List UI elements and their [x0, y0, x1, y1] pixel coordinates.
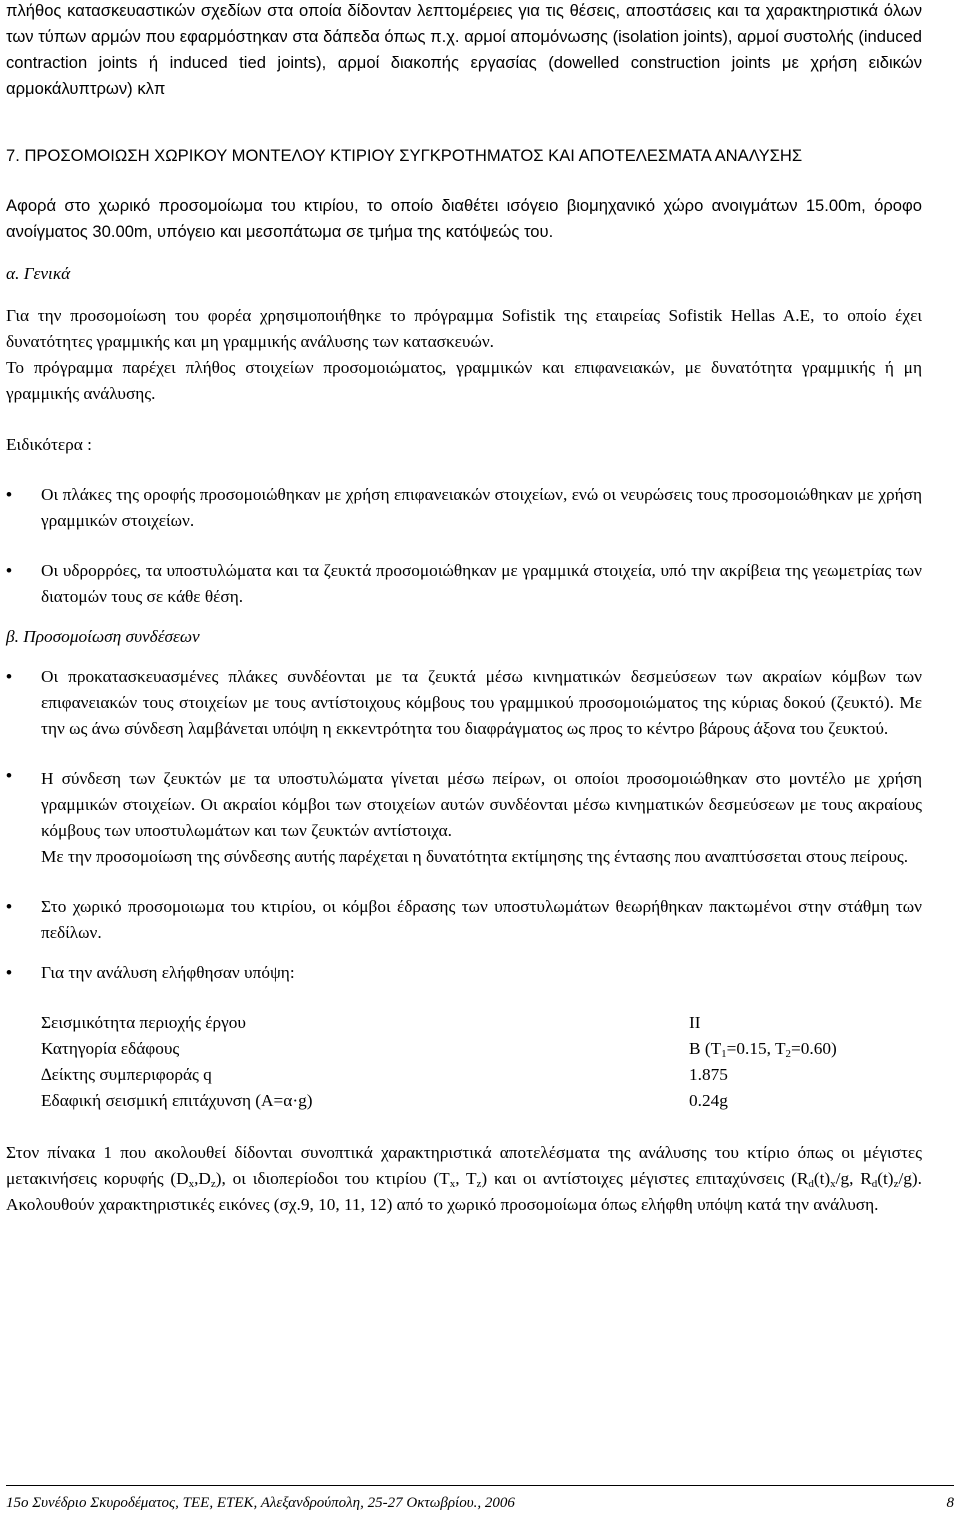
- list-item: • Στο χωρικό προσομοιωμα του κτιρίου, οι κόμβοι έδρασης των υποστυλωμάτων θεωρήθηκαν πακτωμένοι στην στάθμη των πεδίλων.: [6, 894, 922, 946]
- general-paragraph-2: Το πρόγραμμα παρέχει πλήθος στοιχείων προσομοιώματος, γραμμικών και επιφανειακών, με δυνατότητα γραμμικής ή μη γραμμικής ανάλυσης.: [6, 358, 922, 403]
- param-row: [41, 1088, 922, 1114]
- param-value: B ($T_1=0.15$, $T_2=0.60$): [689, 1039, 837, 1060]
- specific-label: Ειδικότερα :: [6, 435, 92, 454]
- param-row: [41, 1062, 922, 1088]
- param-value: 0.24g: [689, 1091, 728, 1110]
- page-number: 8: [946, 1495, 954, 1511]
- param-label: ∆είκτης συμπεριφοράς q: [41, 1065, 212, 1084]
- list-item: [6, 766, 922, 870]
- param-label: Κατηγορία εδάφους: [41, 1039, 180, 1058]
- param-value: 1.875: [689, 1065, 728, 1084]
- footer-divider: [6, 1485, 954, 1486]
- param-row: [41, 1036, 922, 1062]
- param-label: Σεισμικότητα περιοχής έργου: [41, 1013, 246, 1032]
- connections-subheading: β. Προσομοίωση συνδέσεων: [6, 627, 200, 646]
- list-item: • Οι πλάκες της οροφής προσομοιώθηκαν με χρήση επιφανειακών στοιχείων, ενώ οι νευρώσεις τους προσομοιώθηκαν με χρήση γραμμικών στοιχείων.: [6, 482, 922, 534]
- intro-paragraph: πλήθος κατασκευαστικών σχεδίων στα οποία δίδονταν λεπτομέρειες για τις θέσεις, αποστάσεις και τα χαρακτηριστικά όλων των τύπων αρμών που εφαρμόστηκαν στα δάπεδα όπως π.χ. αρμοί απομόνωσης (isolation joints), αρμοί συστολής (induced contraction joints ή induced tied joints), αρμοί διακοπής εργασίας (dowelled construction joints με χρήση ειδικών αρμοκάλυπτρων) κλπ: [6, 1, 922, 98]
- closing-paragraph: Στον πίνακα 1 που ακολουθεί δίδονται συνοπτικά χαρακτηριστικά αποτελέσματα της ανάλυσης του κτίριο όπως οι μέγιστες μετακινήσεις κορυφής $(D_x,D_z)$, οι ιδιοπερίοδοι του κτιρίου ($T_x$, $T_z$) και οι αντίστοιχες μέγιστες επιταχύνσεις ($R_d(t)_x/g$, $R_d(t)_z/g$). Ακολουθούν χαρακτηριστικές εικόνες (σχ.9, 10, 11, 12) από το χωρικό προσομοίωμα όπως ελήφθη υπόψη κατά την ανάλυση.: [6, 1143, 922, 1214]
- param-value: II: [689, 1013, 701, 1032]
- section-7-heading: 7. ΠΡΟΣΟΜΟΙΩΣΗ ΧΩΡΙΚΟΥ ΜΟΝΤΕΛΟΥ ΚΤΙΡΙΟΥ ΣΥΓΚΡΟΤΗΜΑΤΟΣ ΚΑΙ ΑΠΟΤΕΛΕΣΜΑΤΑ ΑΝΑΛΥΣΗΣ: [6, 146, 803, 165]
- list-item: • Για την ανάλυση ελήφθησαν υπόψη:: [6, 960, 922, 986]
- list-item-continuation: Με την προσομοίωση της σύνδεσης αυτής παρέχεται η δυνατότητα εκτίμησης της έντασης που αναπτύσσεται στους πείρους.: [41, 847, 909, 866]
- param-label: Εδαφική σεισμική επιτάχυνση (Α=α·g): [41, 1091, 313, 1110]
- list-item-text: • Η σύνδεση των ζευκτών με τα υποστυλώματα γίνεται μέσω πείρων, οι οποίοι προσομοιώθηκαν στο μοντέλο με χρήση γραμμικών στοιχείων. Οι ακραίοι κόμβοι των στοιχείων αυτών συνδέονται μέσω κινηματικών δεσμεύσεων με τους ακραίους κόμβους των υποστυλωμάτων και των ζευκτών αντίστοιχα.: [41, 769, 922, 840]
- list-item: • Οι υδρορρόες, τα υποστυλώματα και τα ζευκτά προσομοιώθηκαν με γραμμικά στοιχεία, υπό την ακρίβεια της γεωμετρίας των διατομών τους σε κάθε θέση.: [6, 558, 922, 610]
- general-paragraph-1: Για την προσομοίωση του φορέα χρησιμοποιήθηκε το πρόγραμμα Sofistik της εταιρείας Sofistik Hellas A.E, το οποίο έχει δυνατότητες γραμμικής και μη γραμμικής ανάλυσης των κατασκευών.: [6, 306, 922, 351]
- document-page: [6, 0, 922, 1218]
- general-subheading: α. Γενικά: [6, 264, 71, 283]
- list-item: • Οι προκατασκευασμένες πλάκες συνδέονται με τα ζευκτά μέσω κινηματικών δεσμεύσεων των ακραίων κόμβων των επιφανειακών τους στοιχείων με τους αντίστοιχους κόμβους του γραμμικού προσομοιώματος της κύριας δοκού (ζευκτό). Με την ως άνω σύνδεση λαμβάνεται υπόψη η εκκεντρότητα του διαφράγματος ως προς το κέντρο βάρους άξονα του ζευκτού.: [6, 664, 922, 742]
- footer-conference-text: 15ο Συνέδριο Σκυροδέματος, ΤΕΕ, ΕΤΕΚ, Αλεξανδρούπολη, 25-27 Οκτωβρίου., 2006: [6, 1495, 515, 1511]
- section-7-intro: Αφορά στο χωρικό προσομοίωμα του κτιρίου, το οποίο διαθέτει ισόγειο βιομηχανικό χώρο ανοιγμάτων 15.00m, όροφο ανοίγματος 30.00m, υπόγειο και μεσοπάτωμα σε τμήμα της κατόψεώς του.: [6, 196, 922, 241]
- seismic-parameters: [41, 1010, 922, 1114]
- page-footer: [6, 1485, 954, 1523]
- param-row: [41, 1010, 922, 1036]
